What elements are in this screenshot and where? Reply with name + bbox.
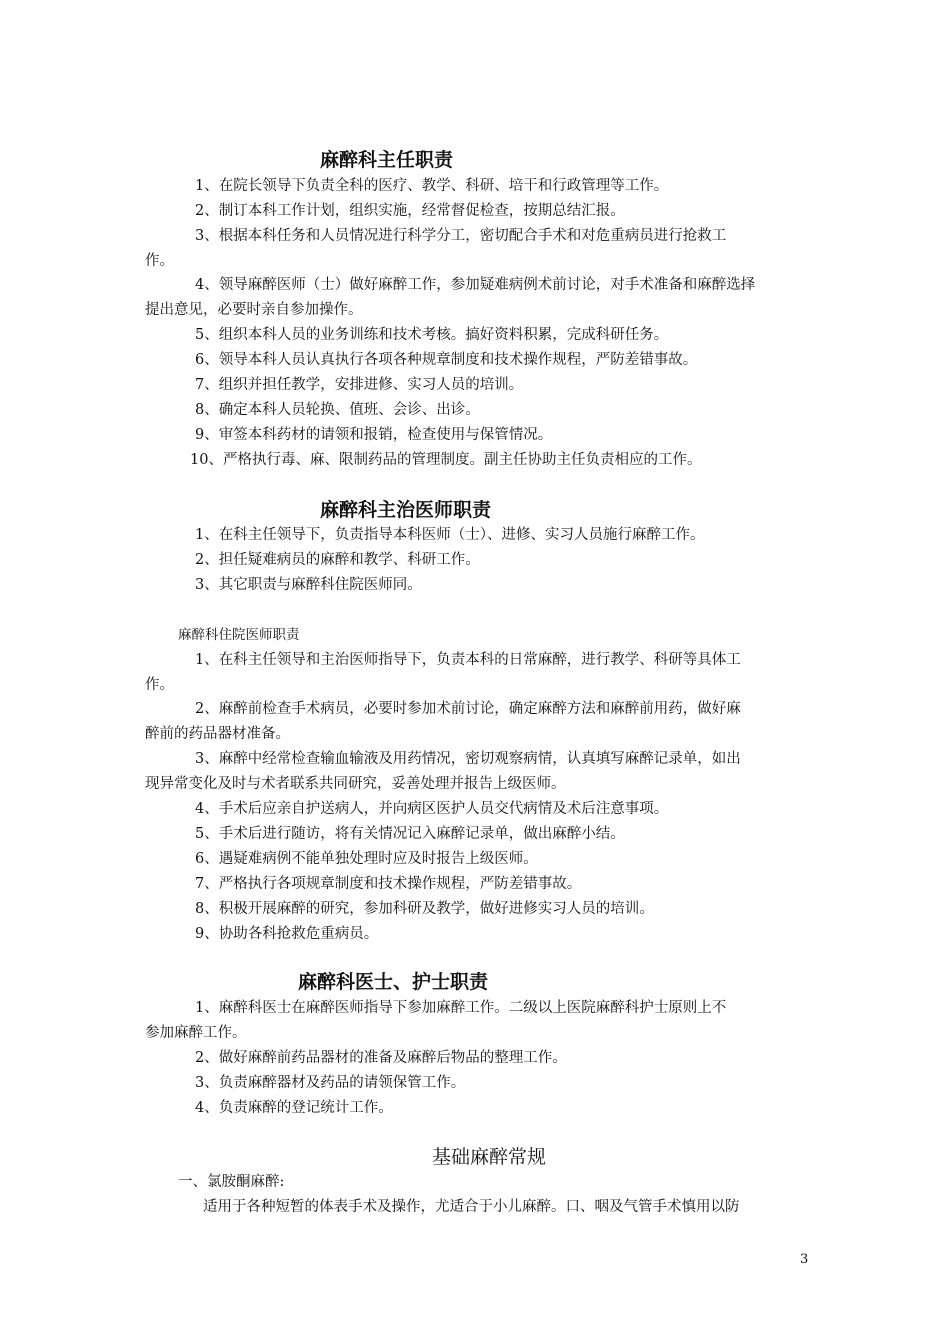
resident-line: 现异常变化及时与术者联系共同研究，妥善处理并报告上级医师。 — [145, 776, 566, 792]
attending-line: 3、其它职责与麻醉科住院医师同。 — [195, 577, 422, 593]
resident-line: 2、麻醉前检查手术病员，必要时参加术前讨论，确定麻醉方法和麻醉前用药，做好麻 — [195, 701, 741, 717]
resident-line: 作。 — [145, 677, 174, 693]
nurse-line: 参加麻醉工作。 — [145, 1025, 247, 1041]
director-line: 4、领导麻醉医师（士）做好麻醉工作，参加疑难病例术前讨论，对手术准备和麻醉选择 — [195, 277, 756, 293]
nurse-line: 4、负责麻醉的登记统计工作。 — [195, 1100, 393, 1116]
director-line: 提出意见，必要时亲自参加操作。 — [145, 302, 363, 318]
section-title-resident: 麻醉科住院医师职责 — [178, 627, 300, 643]
resident-line: 4、手术后应亲自护送病人，并向病区医护人员交代病情及术后注意事项。 — [195, 801, 669, 817]
resident-line: 3、麻醉中经常检查输血输液及用药情况，密切观察病情，认真填写麻醉记录单，如出 — [195, 751, 741, 767]
director-line: 5、组织本科人员的业务训练和技术考核。搞好资料积累，完成科研任务。 — [195, 327, 669, 343]
director-line: 2、制订本科工作计划，组织实施，经常督促检查，按期总结汇报。 — [195, 203, 625, 219]
resident-line: 醉前的药品器材准备。 — [145, 726, 290, 742]
director-line: 10、严格执行毒、麻、限制药品的管理制度。副主任协助主任负责相应的工作。 — [190, 452, 702, 468]
routine-line: 适用于各种短暂的体表手术及操作，尤适合于小儿麻醉。口、咽及气管手术慎用以防 — [203, 1199, 740, 1215]
page-number: 3 — [800, 1252, 809, 1267]
resident-line: 7、严格执行各项规章制度和技术操作规程，严防差错事故。 — [195, 876, 582, 892]
resident-line: 9、协助各科抢救危重病员。 — [195, 926, 379, 942]
nurse-line: 3、负责麻醉器材及药品的请领保管工作。 — [195, 1075, 466, 1091]
director-line: 8、确定本科人员轮换、值班、会诊、出诊。 — [195, 402, 480, 418]
director-line: 7、组织并担任教学，安排进修、实习人员的培训。 — [195, 377, 524, 393]
resident-line: 5、手术后进行随访，将有关情况记入麻醉记录单，做出麻醉小结。 — [195, 826, 625, 842]
nurse-line: 2、做好麻醉前药品器材的准备及麻醉后物品的整理工作。 — [195, 1050, 567, 1066]
section-title-routine: 基础麻醉常规 — [432, 1146, 547, 1168]
section-title-nurse: 麻醉科医士、护士职责 — [298, 971, 489, 993]
director-line: 3、根据本科任务和人员情况进行科学分工，密切配合手术和对危重病员进行抢救工 — [195, 228, 727, 244]
routine-subtitle: 一、氯胺酮麻醉: — [178, 1174, 285, 1190]
resident-line: 8、积极开展麻醉的研究，参加科研及教学，做好进修实习人员的培训。 — [195, 901, 654, 917]
nurse-line: 1、麻醉科医士在麻醉医师指导下参加麻醉工作。二级以上医院麻醉科护士原则上不 — [195, 1000, 727, 1016]
director-line: 9、审签本科药材的请领和报销，检查使用与保管情况。 — [195, 427, 553, 443]
resident-line: 6、遇疑难病例不能单独处理时应及时报告上级医师。 — [195, 851, 538, 867]
attending-line: 1、在科主任领导下，负责指导本科医师（士）、进修、实习人员施行麻醉工作。 — [195, 527, 705, 543]
director-line: 6、领导本科人员认真执行各项各种规章制度和技术操作规程，严防差错事故。 — [195, 352, 698, 368]
director-line: 1、在院长领导下负责全科的医疗、教学、科研、培干和行政管理等工作。 — [195, 178, 669, 194]
attending-line: 2、担任疑难病员的麻醉和教学、科研工作。 — [195, 552, 480, 568]
section-title-attending: 麻醉科主治医师职责 — [320, 499, 492, 521]
resident-line: 1、在科主任领导和主治医师指导下，负责本科的日常麻醉，进行教学、科研等具体工 — [195, 652, 741, 668]
section-title-director: 麻醉科主任职责 — [320, 149, 454, 171]
director-line: 作。 — [145, 253, 174, 269]
